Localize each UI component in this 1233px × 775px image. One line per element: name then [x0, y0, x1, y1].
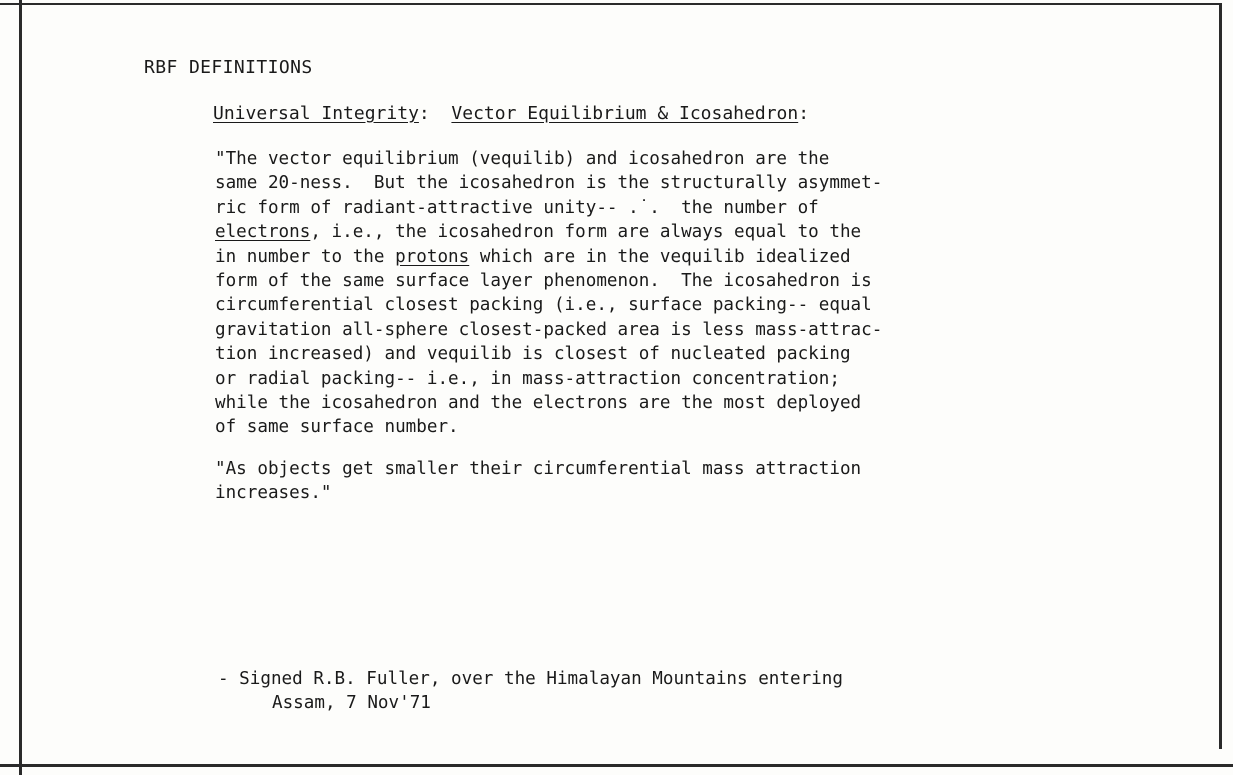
card-heading: RBF DEFINITIONS: [144, 57, 313, 78]
subtitle-topic: Universal Integrity: [213, 103, 419, 124]
card-border-top: [0, 3, 1221, 5]
subtitle-subject: Vector Equilibrium & Icosahedron: [451, 103, 799, 124]
card-border-bottom: [0, 764, 1233, 767]
text-line: ric form of radiant-attractive unity-- .˙. the number of: [215, 197, 819, 218]
signature-line: - Signed R.B. Fuller, over the Himalayan Mountains entering: [218, 669, 843, 689]
text-line: which are in the vequilib idealized: [469, 246, 851, 267]
card-subtitle: [213, 103, 809, 124]
text-line: of same surface number.: [215, 417, 459, 438]
underlined-term-electrons: electrons: [215, 222, 311, 243]
subtitle-separator: :: [418, 103, 452, 124]
text-line: same 20-ness. But the icosahedron is the structurally asymmet-: [215, 173, 883, 194]
quote-paragraph-2: [215, 457, 861, 506]
text-line: , i.e., the icosahedron form are always equal to the: [310, 222, 862, 243]
text-line: form of the same surface layer phenomenon. The icosahedron is: [215, 271, 872, 292]
text-line: gravitation all-sphere closest-packed area is less mass-attrac-: [215, 319, 883, 340]
text-line: or radial packing-- i.e., in mass-attraction concentration;: [215, 368, 840, 389]
text-line: tion increased) and vequilib is closest of nucleated packing: [215, 344, 851, 365]
card-border-right: [1219, 3, 1222, 749]
underlined-term-protons: protons: [395, 246, 470, 267]
subtitle-end: :: [798, 103, 810, 124]
text-line: "The vector equilibrium (vequilib) and icosahedron are the: [215, 149, 830, 169]
signature-place-date: Assam, 7 Nov'71: [272, 693, 431, 713]
text-line: in number to the: [215, 246, 396, 267]
text-line: "As objects get smaller their circumferential mass attraction: [215, 459, 862, 479]
text-line: circumferential closest packing (i.e., surface packing-- equal: [215, 295, 872, 316]
card-border-left: [19, 0, 22, 775]
text-line: increases.": [215, 483, 332, 504]
quote-paragraph-1: [215, 147, 882, 440]
text-line: while the icosahedron and the electrons are the most deployed: [215, 393, 862, 414]
